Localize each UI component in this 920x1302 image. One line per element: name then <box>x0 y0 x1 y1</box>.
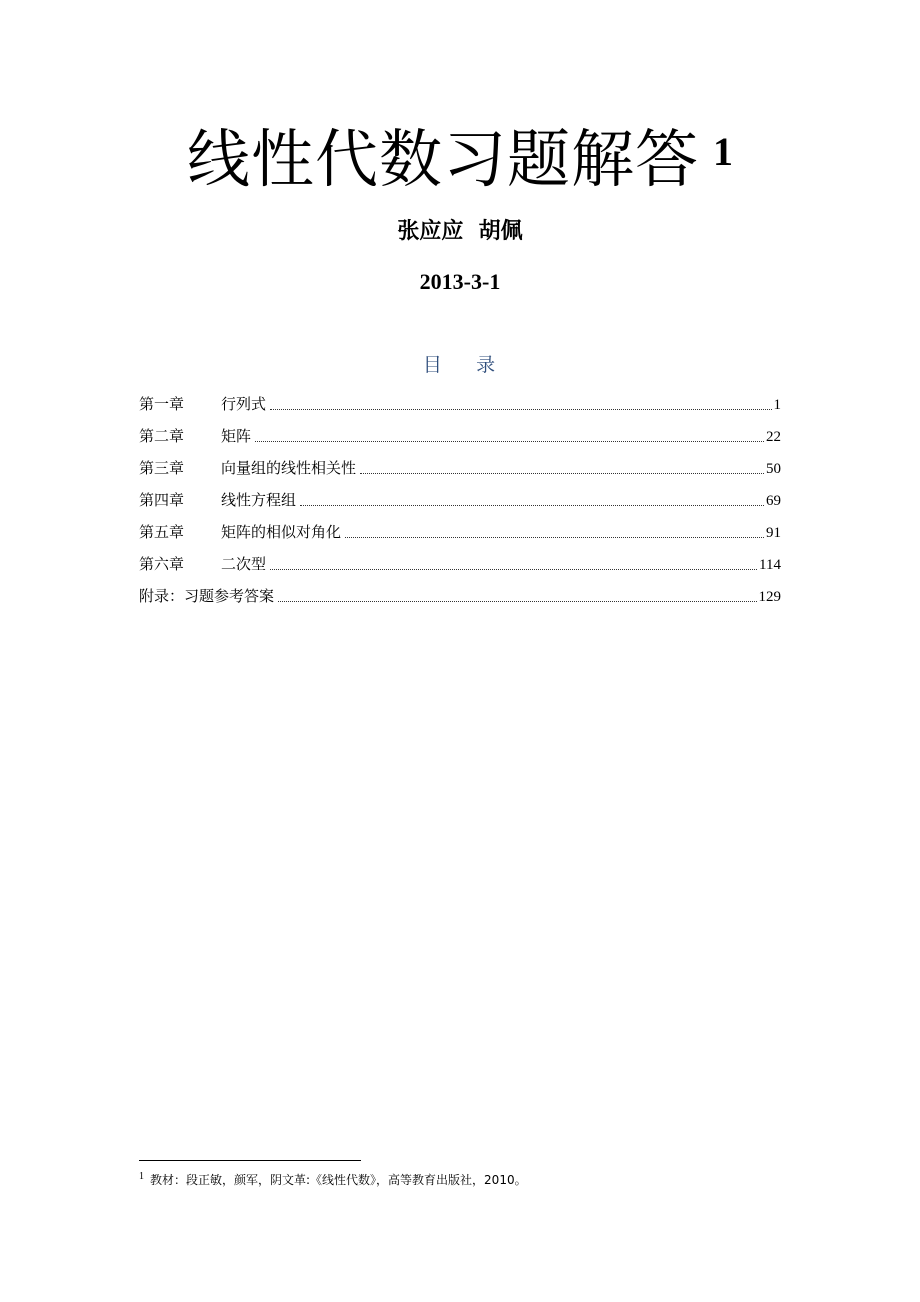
toc-page-number: 114 <box>759 557 781 573</box>
toc-entry-chapter-3[interactable] <box>139 452 781 484</box>
toc-entry-chapter-6[interactable] <box>139 548 781 580</box>
table-of-contents <box>139 388 781 612</box>
toc-entry-chapter-1[interactable] <box>139 388 781 420</box>
toc-chapter-label: 第一章 <box>139 395 185 413</box>
toc-entry-chapter-4[interactable] <box>139 484 781 516</box>
toc-entry-title: 行列式 <box>221 395 267 413</box>
footnote-text: 教材：段正敏，颜军，阴文革:《线性代数》，高等教育出版社，2010。 <box>150 1173 527 1187</box>
document-authors: 张应应 胡佩 <box>397 219 523 244</box>
toc-page-number: 50 <box>766 461 781 477</box>
footnote-mark: 1 <box>139 1171 144 1182</box>
footnote-separator <box>139 1160 361 1161</box>
toc-dot-leader <box>255 441 764 442</box>
title-footnote-mark[interactable]: 1 <box>713 129 733 174</box>
toc-entry-title: 矩阵的相似对角化 <box>221 523 342 541</box>
toc-chapter-label: 第六章 <box>139 555 185 573</box>
toc-entry-title: 向量组的线性相关性 <box>221 459 357 477</box>
toc-page-number: 129 <box>758 589 781 605</box>
toc-entry-title: 二次型 <box>221 555 267 573</box>
toc-chapter-label: 第二章 <box>139 427 185 445</box>
document-title-block <box>0 122 920 198</box>
toc-chapter-label: 第五章 <box>139 523 185 541</box>
toc-chapter-label: 第三章 <box>139 459 185 477</box>
toc-entry-appendix[interactable] <box>139 580 781 612</box>
toc-dot-leader <box>345 537 764 538</box>
toc-dot-leader <box>270 409 771 410</box>
toc-page-number: 22 <box>766 429 781 445</box>
document-title: 线性代数习题解答 <box>187 123 699 196</box>
toc-chapter-label: 第四章 <box>139 491 185 509</box>
toc-entry-title: 线性方程组 <box>221 491 297 509</box>
toc-entry-title: 矩阵 <box>221 427 252 445</box>
document-date: 2013-3-1 <box>419 269 501 294</box>
toc-page-number: 69 <box>766 493 781 509</box>
toc-entry-chapter-5[interactable] <box>139 516 781 548</box>
toc-dot-leader <box>270 569 757 570</box>
toc-page-number: 91 <box>766 525 781 541</box>
toc-dot-leader <box>360 473 764 474</box>
toc-dot-leader <box>300 505 764 506</box>
toc-entry-chapter-2[interactable] <box>139 420 781 452</box>
footnote <box>139 1170 799 1190</box>
toc-dot-leader <box>278 601 756 602</box>
toc-heading: 目 录 <box>422 354 498 376</box>
toc-page-number: 1 <box>773 397 781 413</box>
toc-entry-title: 附录：习题参考答案 <box>139 587 275 605</box>
